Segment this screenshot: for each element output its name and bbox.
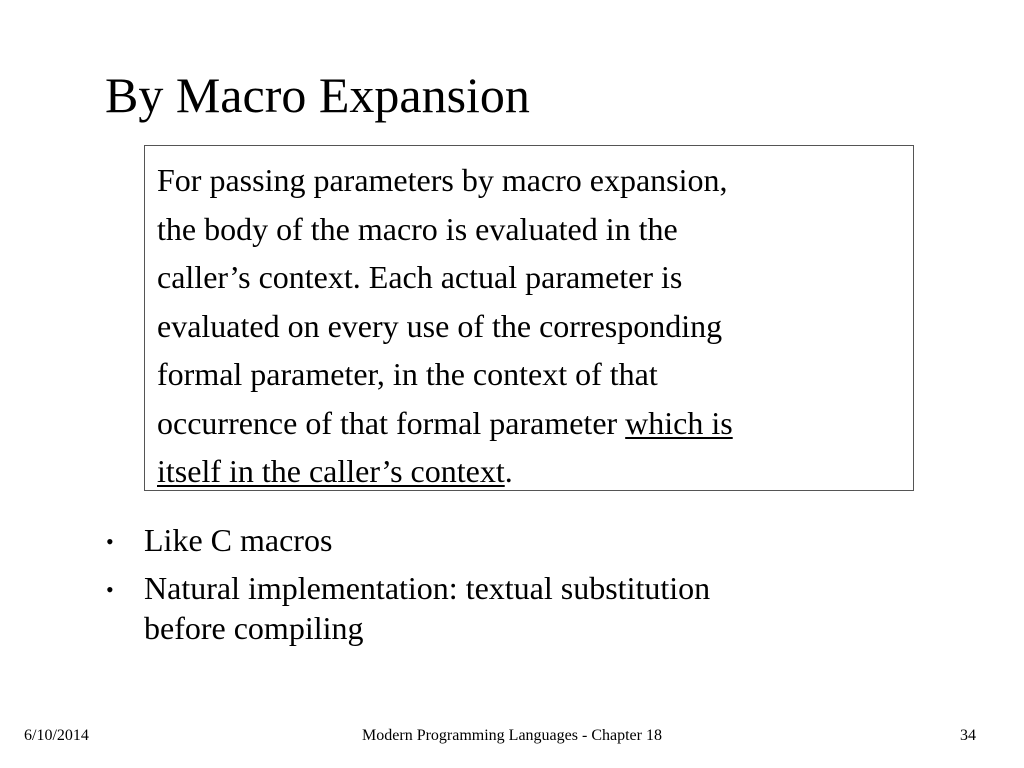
definition-line: For passing parameters by macro expansion, [157,162,728,198]
bullet-item [100,568,920,648]
definition-line [157,447,901,496]
definition-line: evaluated on every use of the corresponding [157,307,723,344]
bullet-text: Like C macros [144,522,333,558]
footer-title: Modern Programming Languages - Chapter 18 [362,727,662,744]
definition-underlined-text: itself in the caller’s context [157,453,505,489]
definition-end-punctuation: . [504,453,513,489]
footer-page-number: 34 [960,727,976,744]
bullet-item [100,520,920,560]
footer-date: 6/10/2014 [24,727,89,744]
definition-line: caller’s context. Each actual parameter is [157,259,683,295]
definition-box [144,145,914,491]
slide-title: By Macro Expansion [105,67,530,123]
definition-line: formal parameter, in the context of that [157,356,658,392]
definition-line [157,399,901,448]
definition-line: the body of the macro is evaluated in the [157,210,678,247]
bullet-list [100,520,920,656]
bullet-marker: • [106,529,114,554]
definition-underlined-text: which is [625,404,733,441]
bullet-marker: • [106,577,114,602]
definition-text: occurrence of that formal parameter [157,404,626,441]
bullet-text: before compiling [144,610,364,646]
bullet-text: Natural implementation: textual substitution [144,570,711,606]
